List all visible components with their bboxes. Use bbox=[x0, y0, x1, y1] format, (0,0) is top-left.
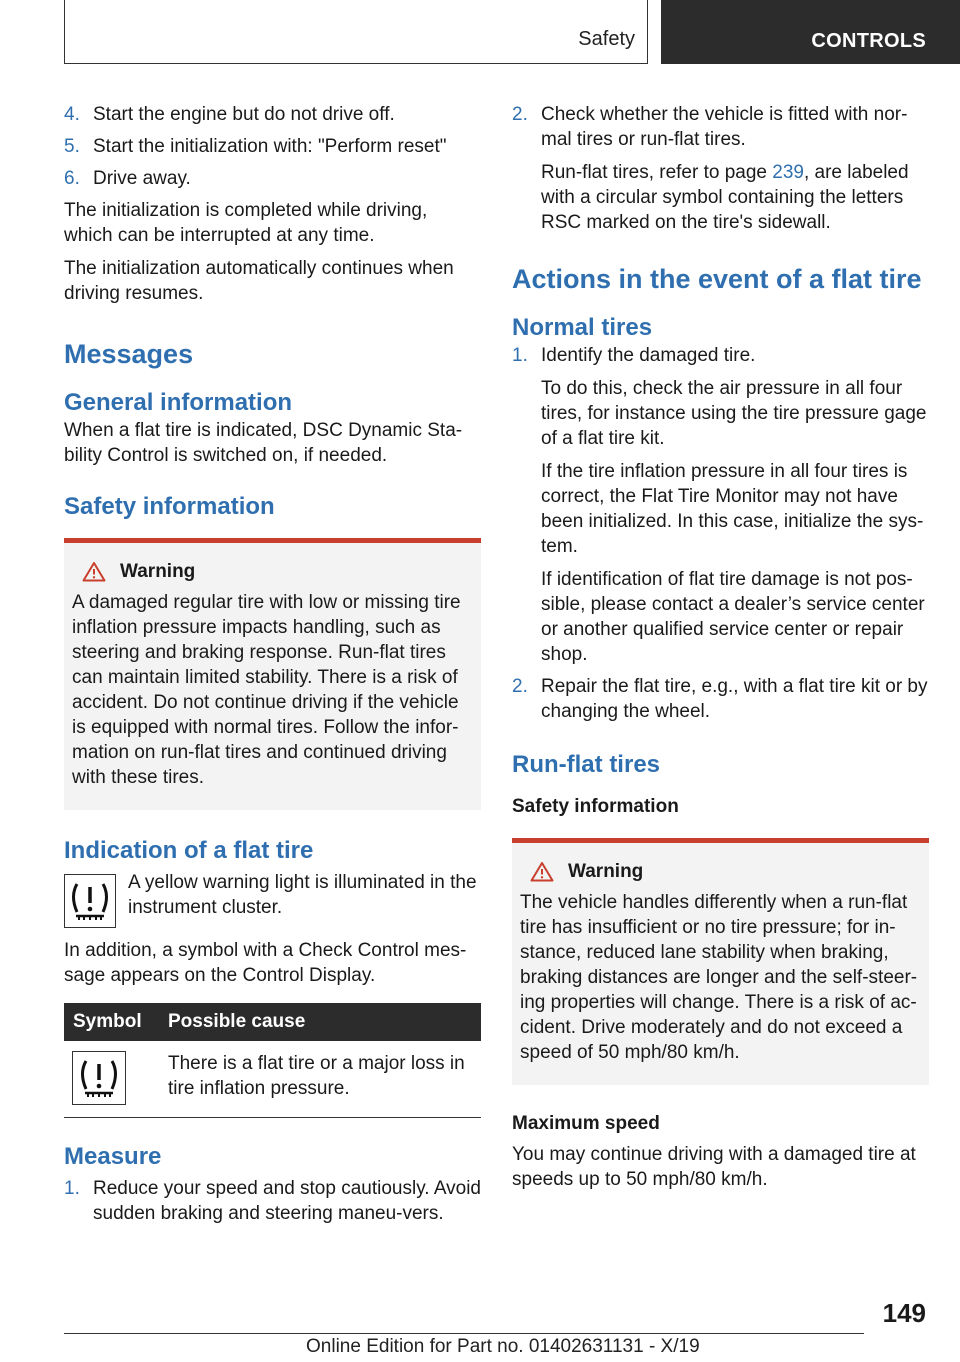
table-cell-cause: There is a flat tire or a major loss in tire inflation pressure. bbox=[159, 1041, 481, 1118]
header-chapter-label: CONTROLS bbox=[811, 30, 926, 52]
step-text: Repair the flat tire, e.g., with a flat tire kit or by changing the wheel. bbox=[541, 676, 928, 722]
page-reference-link[interactable]: 239 bbox=[772, 162, 804, 183]
table-cell-symbol bbox=[64, 1041, 159, 1118]
warning-triangle-icon bbox=[82, 561, 106, 582]
list-item bbox=[64, 102, 481, 127]
heading-normal-tires: Normal tires bbox=[512, 314, 653, 341]
paragraph: The initialization is completed while driving, which can be interrupted at any time. bbox=[64, 200, 428, 246]
heading-safety-information: Safety information bbox=[64, 493, 275, 520]
warning-text: The vehicle handles differently when a run-flat tire has insufficient or no tire pressure; for in‐stance, reduced lane stability when braking, braking distances are longer and the self-steer‐ing properties will change. There is a risk of ac‐cident. Drive moderately and do not exceed a speed of 50 mph/80 km/h. bbox=[520, 892, 918, 1063]
footer-divider bbox=[64, 1333, 864, 1334]
step-text: Start the initialization with: "Perform reset" bbox=[93, 136, 447, 157]
tire-pressure-icon bbox=[77, 1057, 121, 1099]
list-item bbox=[512, 674, 929, 724]
step-number: 2. bbox=[512, 676, 528, 697]
header-box bbox=[64, 0, 648, 64]
heading-maximum-speed: Maximum speed bbox=[512, 1113, 660, 1134]
step-number: 6. bbox=[64, 168, 80, 189]
header-section: Safety bbox=[578, 28, 635, 50]
paragraph: The initialization automatically continues when driving resumes. bbox=[64, 258, 454, 304]
step-text: Drive away. bbox=[93, 168, 191, 189]
list-item bbox=[64, 1176, 481, 1226]
symbol-table bbox=[64, 1003, 481, 1118]
indication-text: A yellow warning light is illuminated in the instrument cluster. bbox=[128, 872, 477, 918]
step-number: 4. bbox=[64, 104, 80, 125]
heading-safety-information: Safety information bbox=[512, 796, 679, 817]
right-column bbox=[512, 102, 929, 1192]
step-note: If the tire inflation pressure in all four tires is correct, the Flat Tire Monitor may not have been initialized. In this case, initialize the sys‐tem. bbox=[541, 461, 924, 557]
indicator-row bbox=[64, 870, 481, 928]
warning-box bbox=[512, 838, 929, 1085]
warning-title-text: Warning bbox=[568, 861, 644, 882]
flat-tire-symbol-icon bbox=[72, 1051, 126, 1105]
warning-box bbox=[64, 538, 481, 810]
heading-measure: Measure bbox=[64, 1143, 162, 1170]
warning-title-text: Warning bbox=[120, 561, 196, 582]
list-item bbox=[64, 134, 481, 159]
heading-general-information: General information bbox=[64, 389, 293, 416]
heading-indication-flat-tire: Indication of a flat tire bbox=[64, 837, 314, 864]
step-text: Reduce your speed and stop cautiously. Avoid sudden braking and steering maneu‐vers. bbox=[93, 1178, 481, 1224]
table-header-cause: Possible cause bbox=[159, 1003, 481, 1041]
step-text: Check whether the vehicle is fitted with nor‐mal tires or run-flat tires. bbox=[541, 104, 908, 150]
list-item bbox=[512, 102, 929, 235]
tire-pressure-icon bbox=[68, 880, 112, 922]
step-text: Start the engine but do not drive off. bbox=[93, 104, 395, 125]
step-note: If identification of flat tire damage is not pos‐sible, please contact a dealer’s service center or another qualified service center or repair shop. bbox=[541, 569, 925, 665]
step-number: 5. bbox=[64, 136, 80, 157]
heading-actions-flat-tire: Actions in the event of a flat tire bbox=[512, 264, 922, 294]
step-number: 1. bbox=[64, 1178, 80, 1199]
table-header-symbol: Symbol bbox=[64, 1003, 159, 1041]
step-number: 1. bbox=[512, 345, 528, 366]
step-note: Run-flat tires, refer to page 239, are labeled with a circular symbol containing the letters RSC marked on the tire's sidewall. bbox=[541, 162, 909, 233]
footer-edition: Online Edition for Part no. 01402631131 - X/19 bbox=[306, 1336, 700, 1357]
step-note: To do this, check the air pressure in all four tires, for instance using the tire pressure gage of a flat tire kit. bbox=[541, 378, 927, 449]
heading-run-flat-tires: Run-flat tires bbox=[512, 751, 661, 778]
warning-title bbox=[82, 559, 473, 584]
paragraph: When a flat tire is indicated, DSC Dynamic Sta‐bility Control is switched on, if needed. bbox=[64, 420, 463, 466]
warning-text: A damaged regular tire with low or missing tire inflation pressure impacts handling, such as steering and braking response. Run-flat tires can maintain limited stability. There is a risk of accident. Do not continue driving if the vehicle is equipped with normal tires. Follow the infor‐mation on run-flat tires and continued driving with these tires. bbox=[72, 592, 461, 788]
step-number: 2. bbox=[512, 104, 528, 125]
flat-tire-warning-icon bbox=[64, 874, 116, 928]
list-item bbox=[64, 166, 481, 191]
table-row bbox=[64, 1041, 481, 1118]
paragraph: In addition, a symbol with a Check Control mes‐sage appears on the Control Display. bbox=[64, 940, 467, 986]
page-number: 149 bbox=[882, 1298, 926, 1328]
paragraph: You may continue driving with a damaged tire at speeds up to 50 mph/80 km/h. bbox=[512, 1144, 916, 1190]
list-item bbox=[512, 343, 929, 667]
warning-triangle-icon bbox=[530, 861, 554, 882]
heading-messages: Messages bbox=[64, 339, 194, 369]
warning-title bbox=[530, 859, 921, 884]
header-chapter bbox=[661, 0, 960, 64]
step-text: Identify the damaged tire. bbox=[541, 345, 756, 366]
left-column bbox=[64, 102, 481, 1226]
